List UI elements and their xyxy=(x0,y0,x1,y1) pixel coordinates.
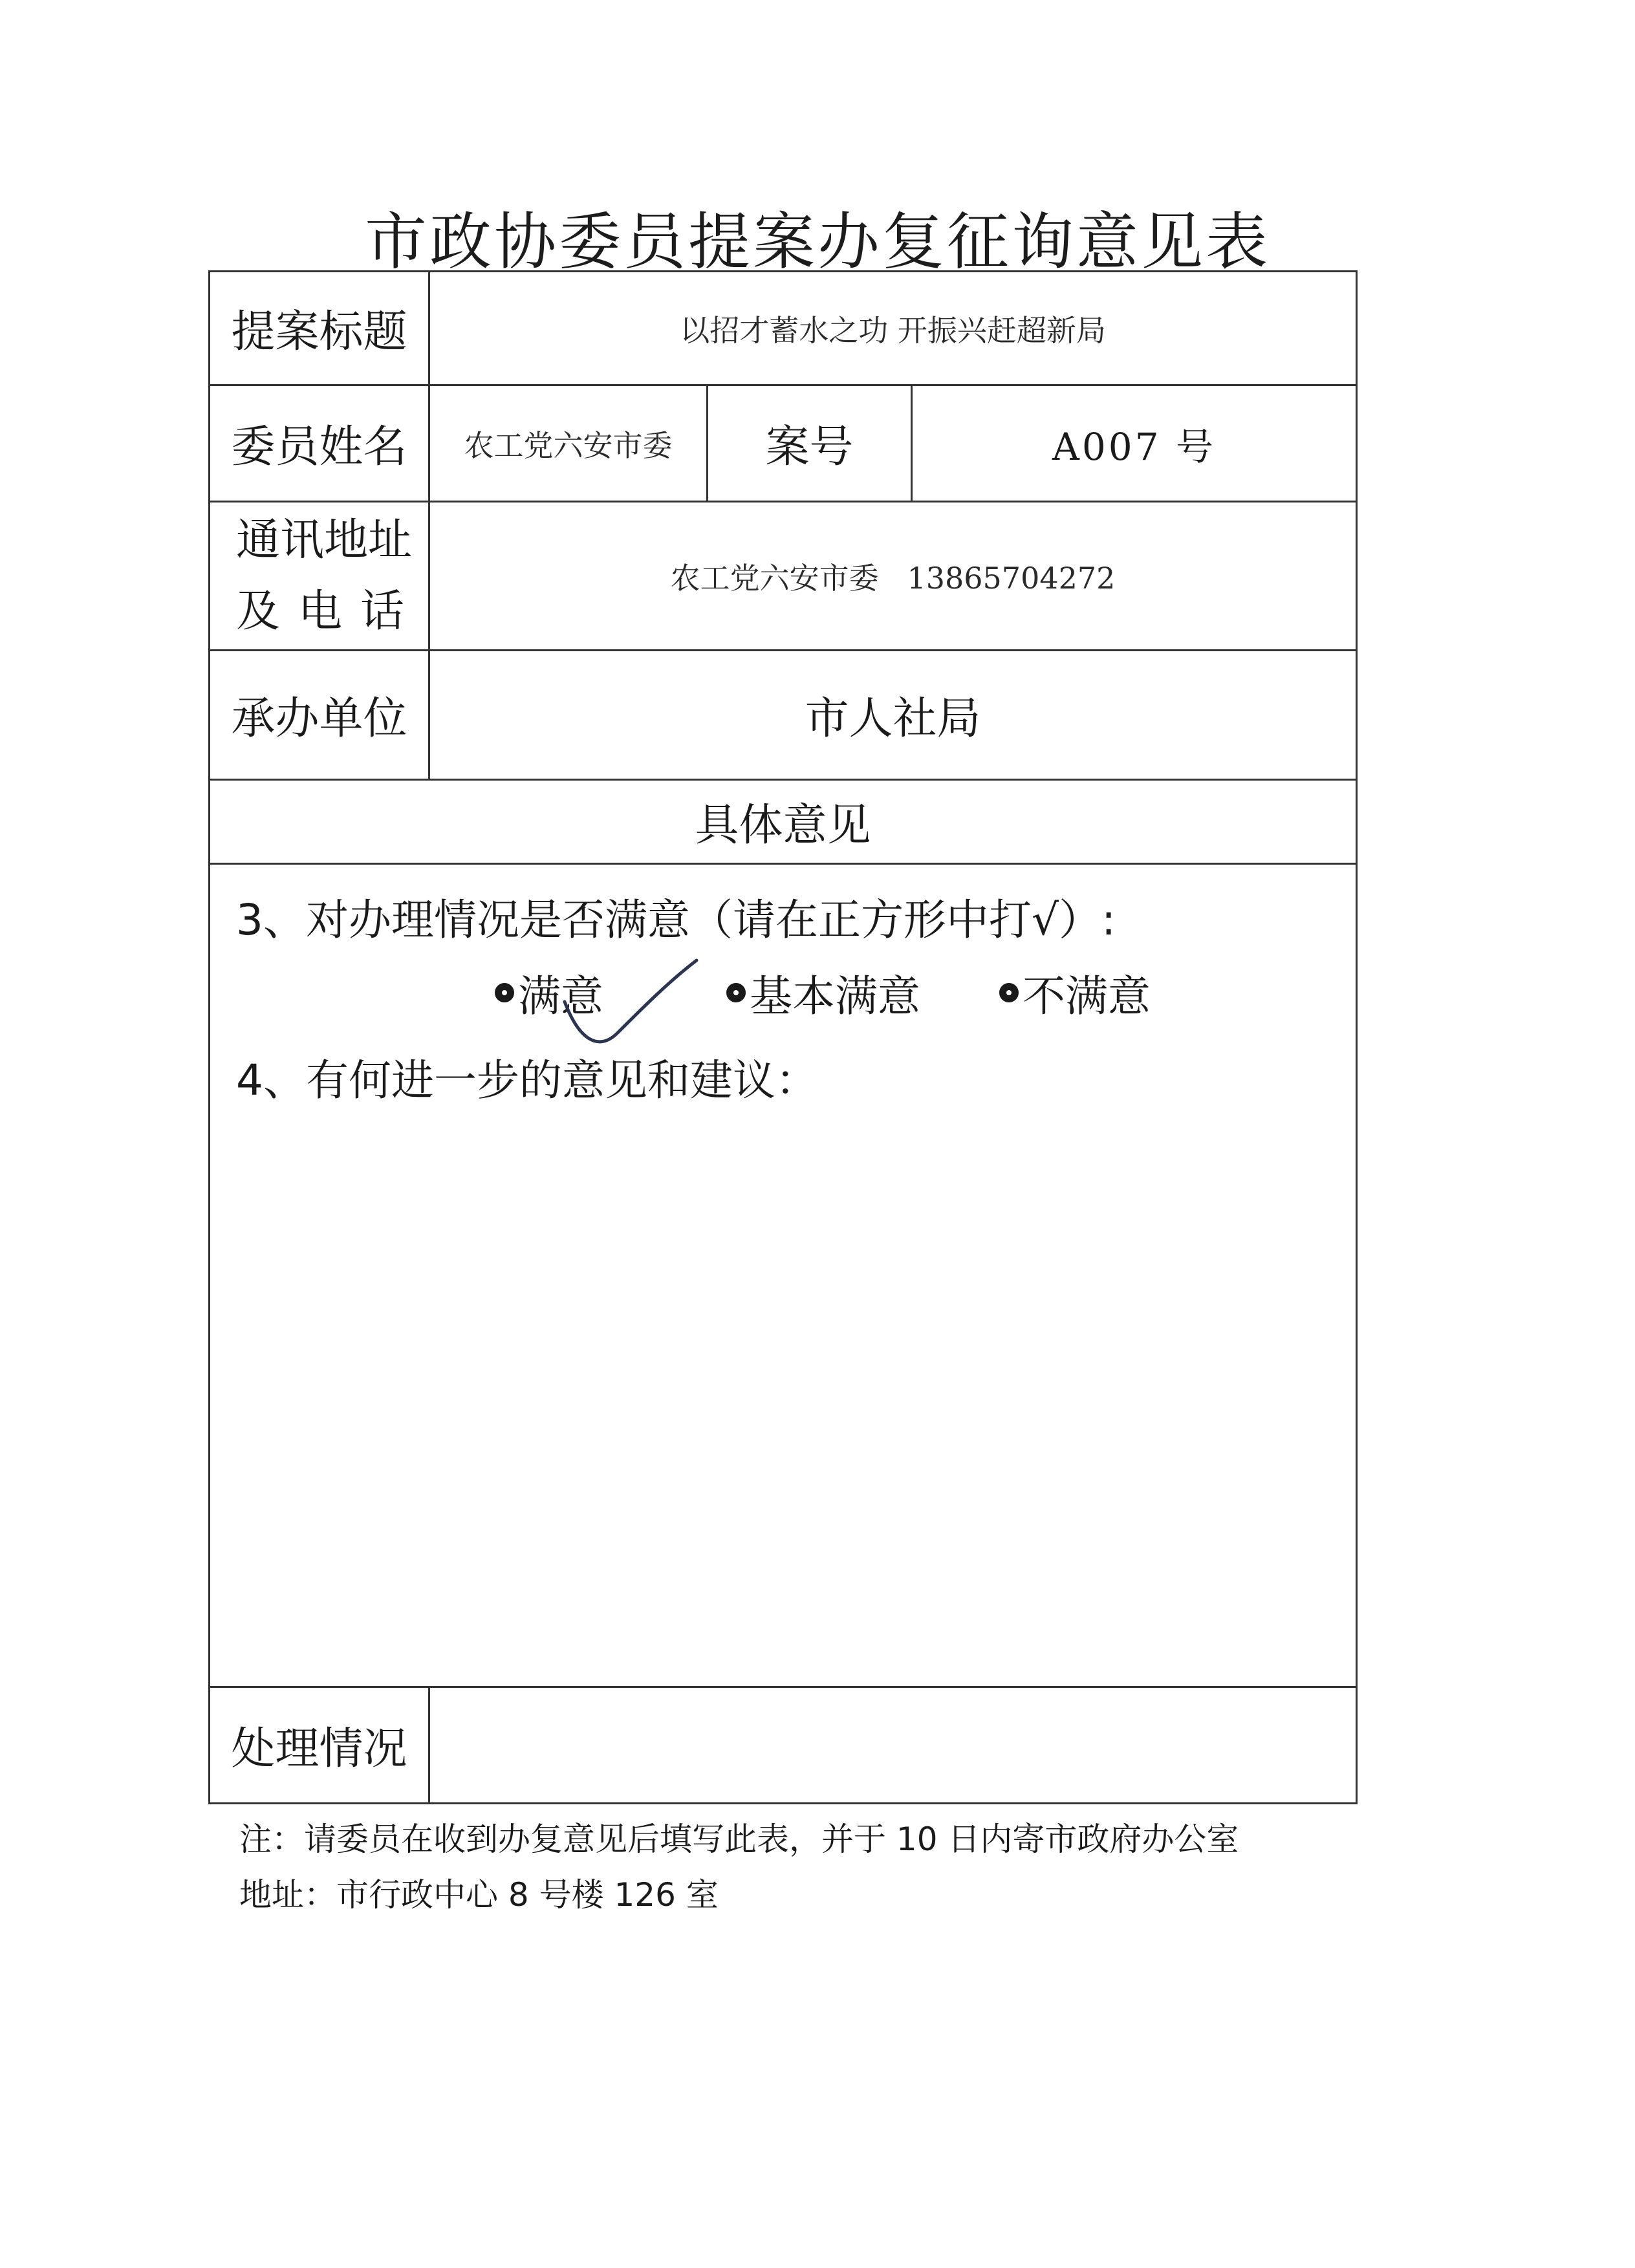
row-proposal-title xyxy=(210,272,1357,385)
row-opinion-body xyxy=(210,864,1357,1687)
case-no-value: A007 号 xyxy=(912,385,1357,502)
address-label-line2: 及电话 xyxy=(236,585,423,637)
option-satisfied-label: 满意 xyxy=(518,971,603,1021)
option-basic-satisfied[interactable] xyxy=(726,962,920,1023)
handwritten-checkmark-icon xyxy=(559,955,702,1052)
opinion-header: 具体意见 xyxy=(210,780,1357,864)
footer-note: 注：请委员在收到办复意见后填写此表，并于 10 日内寄市政府办公室 xyxy=(239,1820,1239,1858)
row-opinion-header xyxy=(210,780,1357,864)
footer-address: 地址：市行政中心 8 号楼 126 室 xyxy=(239,1876,719,1914)
radio-dot-icon xyxy=(999,983,1019,1002)
case-no-label: 案号 xyxy=(708,385,912,502)
feedback-form-table xyxy=(208,270,1358,1804)
member-name-label: 委员姓名 xyxy=(210,385,429,502)
row-handling-unit xyxy=(210,651,1357,780)
option-unsatisfied-label: 不满意 xyxy=(1023,971,1151,1021)
member-name-value: 农工党六安市委 xyxy=(429,385,708,502)
page-title: 市政协委员提案办复征询意见表 xyxy=(365,206,1270,278)
proposal-title-value: 以招才蓄水之功 开振兴赶超新局 xyxy=(429,272,1357,385)
handling-unit-value: 市人社局 xyxy=(429,651,1357,780)
processing-value[interactable] xyxy=(429,1687,1357,1804)
question-4: 4、有何进一步的意见和建议： xyxy=(236,1055,818,1105)
question-3: 3、对办理情况是否满意（请在正方形中打√）: xyxy=(236,895,1116,945)
radio-dot-icon xyxy=(495,983,514,1002)
option-basic-label: 基本满意 xyxy=(750,971,920,1021)
row-processing xyxy=(210,1687,1357,1804)
radio-dot-icon xyxy=(726,983,746,1002)
address-label xyxy=(210,502,429,651)
handling-unit-label: 承办单位 xyxy=(210,651,429,780)
row-address xyxy=(210,502,1357,651)
proposal-title-label: 提案标题 xyxy=(210,272,429,385)
address-label-line1: 通讯地址 xyxy=(236,514,413,566)
address-value: 农工党六安市委 13865704272 xyxy=(429,502,1357,651)
opinion-body xyxy=(210,864,1357,1687)
row-member xyxy=(210,385,1357,502)
processing-label: 处理情况 xyxy=(210,1687,429,1804)
option-unsatisfied[interactable] xyxy=(999,962,1151,1023)
